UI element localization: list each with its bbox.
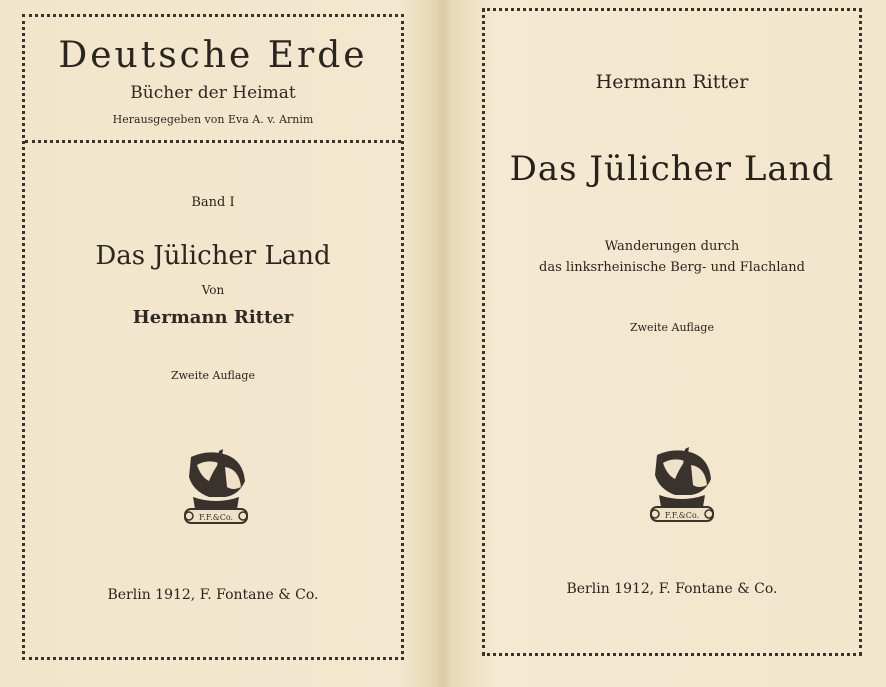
right-page [446, 0, 886, 687]
volume-number: Band I [191, 195, 235, 210]
by-line: Von [201, 283, 225, 297]
series-header [25, 17, 401, 143]
edition-label: Zweite Auflage [171, 369, 255, 382]
publisher-mark-text: F.F.&Co. [198, 513, 234, 522]
imprint: Berlin 1912, F. Fontane & Co. [566, 581, 778, 597]
book-title: Das Jülicher Land [509, 149, 835, 189]
series-title: Deutsche Erde [58, 35, 368, 76]
series-editor: Herausgegeben von Eva A. v. Arnim [112, 113, 314, 126]
right-page-border [482, 8, 862, 656]
author-name: Hermann Ritter [132, 307, 294, 328]
publisher-mark-text: F.F.&Co. [664, 511, 700, 520]
imprint: Berlin 1912, F. Fontane & Co. [107, 587, 319, 603]
publisher-emblem-icon [179, 447, 253, 529]
author-name: Hermann Ritter [595, 71, 749, 93]
series-subtitle: Bücher der Heimat [130, 83, 296, 103]
left-page [0, 0, 440, 687]
book-title: Das Jülicher Land [95, 241, 331, 271]
subtitle-line-1: Wanderungen durch [604, 239, 740, 254]
subtitle-line-2: das linksrheinische Berg- und Flachland [539, 260, 805, 275]
edition-label: Zweite Auflage [630, 321, 714, 334]
publisher-emblem-icon [645, 445, 719, 527]
left-page-border [22, 14, 404, 660]
